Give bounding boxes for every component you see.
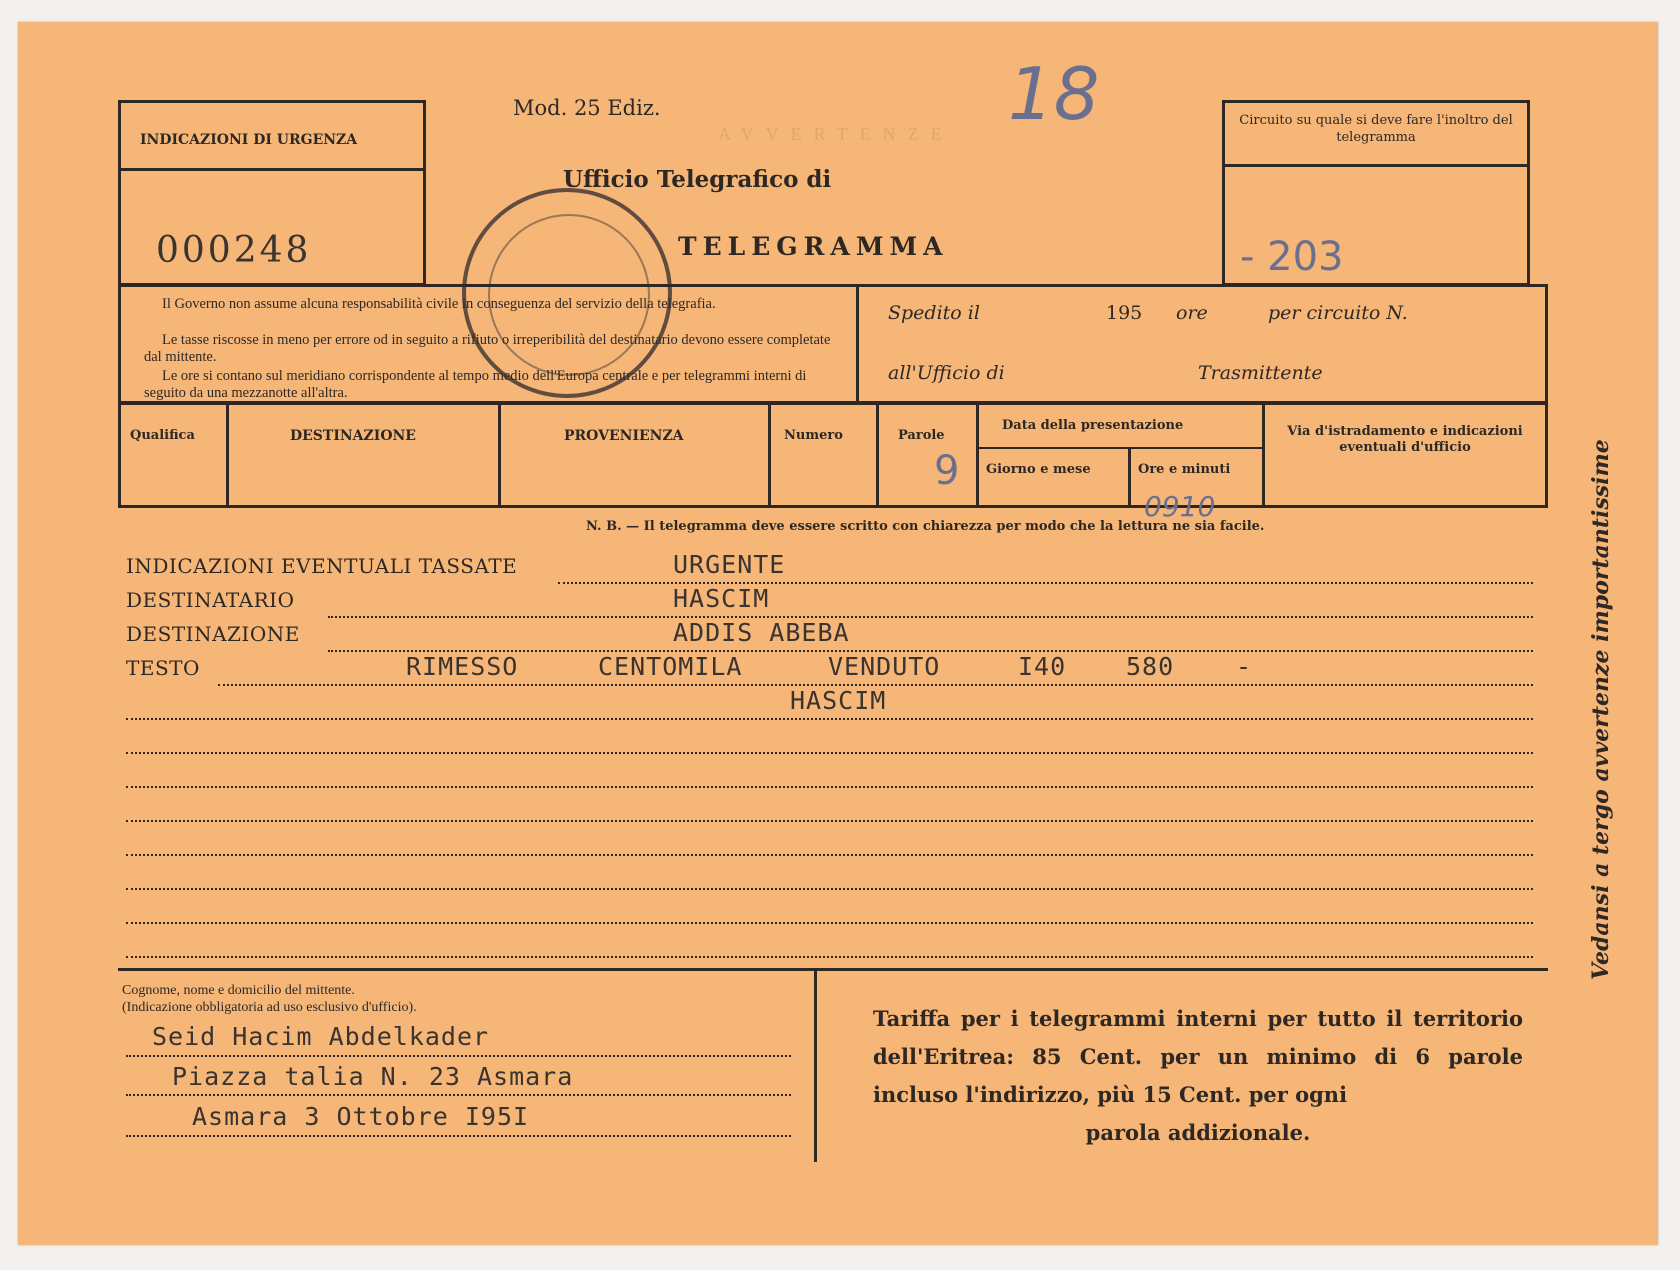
circuit-divider [1222, 164, 1530, 167]
line-blank-2 [126, 752, 1533, 754]
circuit-label: Circuito su quale si deve fare l'inoltro del telegramma [1239, 113, 1513, 145]
nb-note: N. B. — Il telegramma deve essere scritto con chiarezza per modo che la lettura ne sia facile. [586, 519, 1265, 534]
parole-handwriting: 9 [934, 448, 960, 494]
spedito-label: Spedito il [888, 302, 980, 324]
col-parole: Parole [898, 428, 945, 443]
telegram-form: AVVERTENZE 18 INDICAZIONI DI URGENZA 000248 Circuito su quale si deve fare l'inoltro del telegramma - 203 Mod. 25 Ediz. Ufficio Telegrafico di TELEGRAMMA Il Governo non assume alcuna responsabilità civile in conseguenza del servizio della telegrafia. Le tasse riscosse in meno per errore od in seguito a rifiuto o irreperibilità del destinatario devono essere completate dal mittente. Le ore si contano sul meridiano corrispondente al tempo medio dell'Europa centrale e per telegrammi interni di seguito da una mezzanotte all'altra. Spedito il 195 ore per circuito N. all'Ufficio di Trasmittente Qualifica DESTINAZIONE PROVENIENZA Numero Parole Data della presentazione Giorno e mese Ore e minuti Via d'istradamento e indicazioni eventuali d'ufficio 9 0910 N. B. — Il telegramma deve essere scritto con chiarezza per modo che la lettura ne sia facile. INDICAZIONI EVENTUALI TASSATE DESTINATARIO DESTINAZIONE TESTO URGENTE HASCIM ADDIS ABEBA RIMESSO CENTOMILA VENDUTO I40 580 - HASCIM Cognome, nome e domicilio del mittente. (Indicazione obbligatoria ad uso esclusivo d'ufficio). Seid Hacim Abdelkader Piazza talia N. 23 Asmara Asmara 3 Ottobre I95I Tariffa per i telegrammi interni per tutto il territorio dell'Eritrea: 85 Cent. per un minimo di 6 parole incluso l'indirizzo, più 15 Cent. per ogni parola addizionale. Vedansi a tergo avvertenze importantissime [18, 22, 1658, 1245]
sender-date: Asmara 3 Ottobre I95I [192, 1102, 530, 1131]
sender-line-1 [126, 1055, 791, 1057]
col-div-3 [768, 402, 771, 508]
line-blank-7 [126, 922, 1533, 924]
col-via: Via d'istradamento e indicazioni eventuali d'ufficio [1287, 424, 1523, 455]
typed-testo-word-5: 580 [1126, 652, 1175, 681]
handwritten-number: 18 [1008, 52, 1100, 136]
tariff-text: Tariffa per i telegrammi interni per tutto il territorio dell'Eritrea: 85 Cent. per un minimo di 6 parole incluso l'indirizzo, più 15 Cent. per ogni parola addizionale. [873, 1000, 1523, 1152]
col-div-5 [976, 402, 979, 508]
typed-testo-word-6: - [1236, 652, 1253, 681]
per-circuito-label: per circuito N. [1268, 302, 1408, 324]
col-destinazione: DESTINAZIONE [290, 428, 416, 444]
sender-name: Seid Hacim Abdelkader [152, 1022, 490, 1051]
typed-destinazione: ADDIS ABEBA [673, 618, 850, 647]
label-destinatario: DESTINATARIO [126, 588, 295, 612]
trasmittente-label: Trasmittente [1198, 362, 1323, 384]
typed-urgente: URGENTE [673, 550, 786, 579]
ore-handwriting: 0910 [1144, 490, 1216, 523]
line-blank-4 [126, 820, 1533, 822]
label-destinazione: DESTINAZIONE [126, 622, 300, 646]
sender-line-3 [126, 1135, 791, 1137]
col-div-6 [1128, 447, 1131, 508]
col-giorno: Giorno e mese [986, 462, 1091, 477]
bottom-vertical [814, 968, 817, 1162]
ufficio-label: all'Ufficio di [888, 362, 1005, 384]
label-tassate: INDICAZIONI EVENTUALI TASSATE [126, 554, 518, 578]
disclaimer-2: Le tasse riscosse in meno per errore od in seguito a rifiuto o irreperibilità del destinatario devono essere completate dal mittente. [144, 332, 831, 365]
col-provenienza: PROVENIENZA [564, 428, 684, 444]
circuit-handwriting: - 203 [1240, 234, 1344, 280]
disclaimer-1: Il Governo non assume alcuna responsabilità civile in conseguenza del servizio della telegrafia. [162, 296, 716, 312]
typed-testo-word-4: I40 [1018, 652, 1067, 681]
sender-line-2 [126, 1094, 791, 1096]
sender-address: Piazza talia N. 23 Asmara [172, 1062, 574, 1091]
year-label: 195 [1106, 302, 1143, 324]
col-ore-minuti: Ore e minuti [1138, 462, 1231, 477]
col-numero: Numero [784, 428, 843, 443]
tariff-last-line: parola addizionale. [1085, 1120, 1311, 1145]
col-div-7 [1262, 402, 1265, 508]
urgency-divider [118, 168, 426, 171]
sender-note: (Indicazione obbligatoria ad uso esclusivo d'ufficio). [122, 1000, 417, 1015]
telegram-title: TELEGRAMMA [678, 232, 949, 261]
col-data: Data della presentazione [1002, 418, 1184, 433]
col-div-4 [876, 402, 879, 508]
typed-destinatario: HASCIM [673, 584, 770, 613]
col-div-2 [498, 402, 501, 508]
urgency-label: INDICAZIONI DI URGENZA [140, 132, 358, 148]
line-blank-6 [126, 888, 1533, 890]
label-testo: TESTO [126, 656, 200, 680]
sender-label: Cognome, nome e domicilio del mittente. [122, 983, 355, 998]
col-qualifica: Qualifica [130, 428, 195, 443]
typed-testo-word-1: RIMESSO [406, 652, 519, 681]
line-blank-3 [126, 786, 1533, 788]
side-note: Vedansi a tergo avvertenze importantissime [1588, 439, 1614, 980]
model-label: Mod. 25 Ediz. [513, 96, 661, 120]
data-subdivider [976, 447, 1264, 449]
line-blank-8 [126, 956, 1533, 958]
ore-label: ore [1176, 302, 1208, 324]
line-destinatario [328, 616, 1533, 618]
col-div-1 [226, 402, 229, 508]
info-band-divider [856, 284, 859, 404]
line-blank-5 [126, 854, 1533, 856]
typed-testo-word-3: VENDUTO [828, 652, 941, 681]
typed-testo-line2: HASCIM [790, 686, 887, 715]
serial-number: 000248 [156, 230, 312, 271]
office-label: Ufficio Telegrafico di [563, 166, 832, 193]
disclaimer-3: Le ore si contano sul meridiano corrispondente al tempo medio dell'Europa centrale e per telegrammi interni di seguito da una mezzanotte all'altra. [144, 368, 807, 401]
line-blank-1 [126, 718, 1533, 720]
bottom-divider [118, 968, 1548, 971]
typed-testo-word-2: CENTOMILA [598, 652, 743, 681]
